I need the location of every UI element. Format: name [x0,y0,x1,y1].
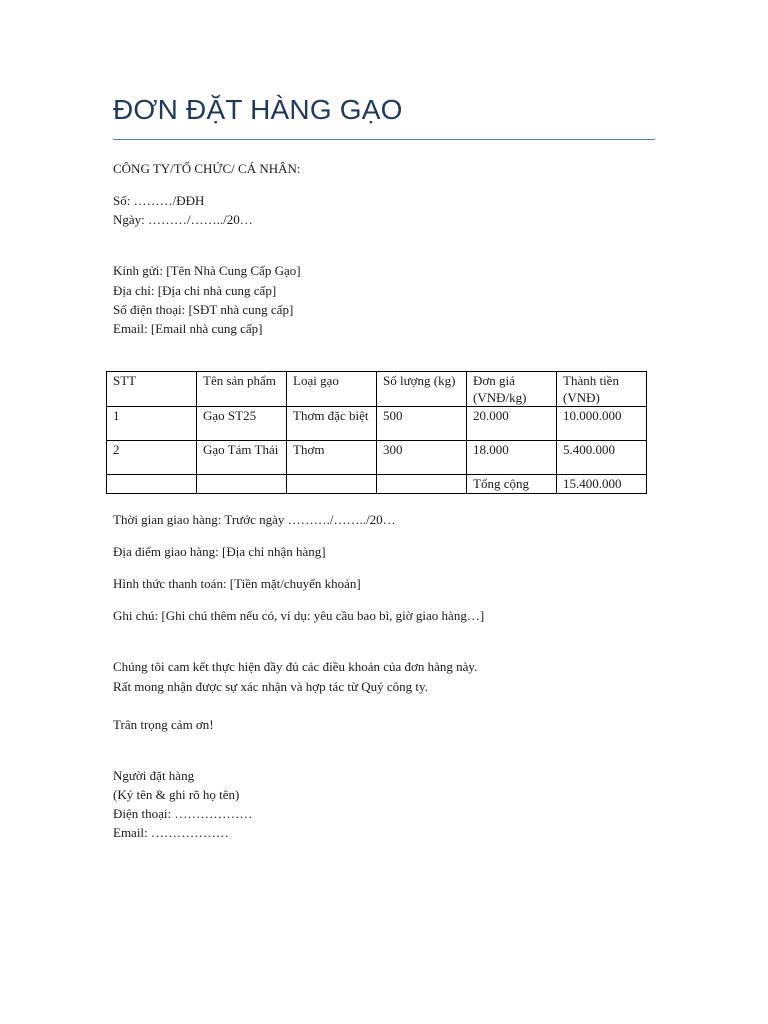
recipient-to: Kính gửi: [Tên Nhà Cung Cấp Gạo] [113,263,301,278]
header-product-name: Tên sản phẩm [197,372,287,407]
payment-method: Hình thức thanh toán: [Tiền mặt/chuyển khoản] [113,576,361,591]
cell-rice-type: Thơm đặc biệt [287,407,377,441]
cell-stt: 2 [107,441,197,475]
cell-empty [287,475,377,494]
order-table [106,371,647,494]
signature-email: Email: ……………… [113,825,229,840]
order-date: Ngày: ………/……../20… [113,212,253,227]
header-rice-type: Loại gạo [287,372,377,407]
commitment-text: Chúng tôi cam kết thực hiện đầy đủ các điều khoản của đơn hàng này. [113,659,478,674]
cell-quantity: 500 [377,407,467,441]
cell-amount: 5.400.000 [557,441,647,475]
cell-product-name: Gạo Tám Thái [197,441,287,475]
recipient-address: Địa chỉ: [Địa chỉ nhà cung cấp] [113,283,277,298]
cell-unit-price: 18.000 [467,441,557,475]
order-note: Ghi chú: [Ghi chú thêm nếu có, ví dụ: yêu cầu bao bì, giờ giao hàng…] [113,608,485,623]
table-row [107,407,647,441]
recipient-email: Email: [Email nhà cung cấp] [113,321,263,336]
cell-empty [377,475,467,494]
delivery-place: Địa điểm giao hàng: [Địa chỉ nhận hàng] [113,544,326,559]
header-stt: STT [107,372,197,407]
signature-note: (Ký tên & ghi rõ họ tên) [113,787,240,802]
title-underline [113,139,655,140]
cell-empty [197,475,287,494]
total-value: 15.400.000 [557,475,647,494]
company-line: CÔNG TY/TỔ CHỨC/ CÁ NHÂN: [113,161,301,176]
cell-amount: 10.000.000 [557,407,647,441]
cell-quantity: 300 [377,441,467,475]
cell-stt: 1 [107,407,197,441]
cell-unit-price: 20.000 [467,407,557,441]
signature-orderer: Người đặt hàng [113,768,195,783]
table-row [107,441,647,475]
thanks-text: Trân trọng cảm ơn! [113,717,214,732]
hope-text: Rất mong nhận được sự xác nhận và hợp tác từ Quý công ty. [113,679,428,694]
header-amount: Thành tiền (VNĐ) [557,372,647,407]
header-unit-price: Đơn giá (VNĐ/kg) [467,372,557,407]
cell-empty [107,475,197,494]
header-quantity: Số lượng (kg) [377,372,467,407]
table-header-row [107,372,647,407]
order-number: Số: ………/ĐĐH [113,193,205,208]
delivery-time: Thời gian giao hàng: Trước ngày ………./……../20… [113,512,396,527]
total-label: Tổng cộng [467,475,557,494]
cell-rice-type: Thơm [287,441,377,475]
table-total-row [107,475,647,494]
recipient-phone: Số điện thoại: [SĐT nhà cung cấp] [113,302,294,317]
cell-product-name: Gạo ST25 [197,407,287,441]
signature-phone: Điện thoại: ……………… [113,806,253,821]
page-title: ĐƠN ĐẶT HÀNG GẠO [113,94,403,125]
